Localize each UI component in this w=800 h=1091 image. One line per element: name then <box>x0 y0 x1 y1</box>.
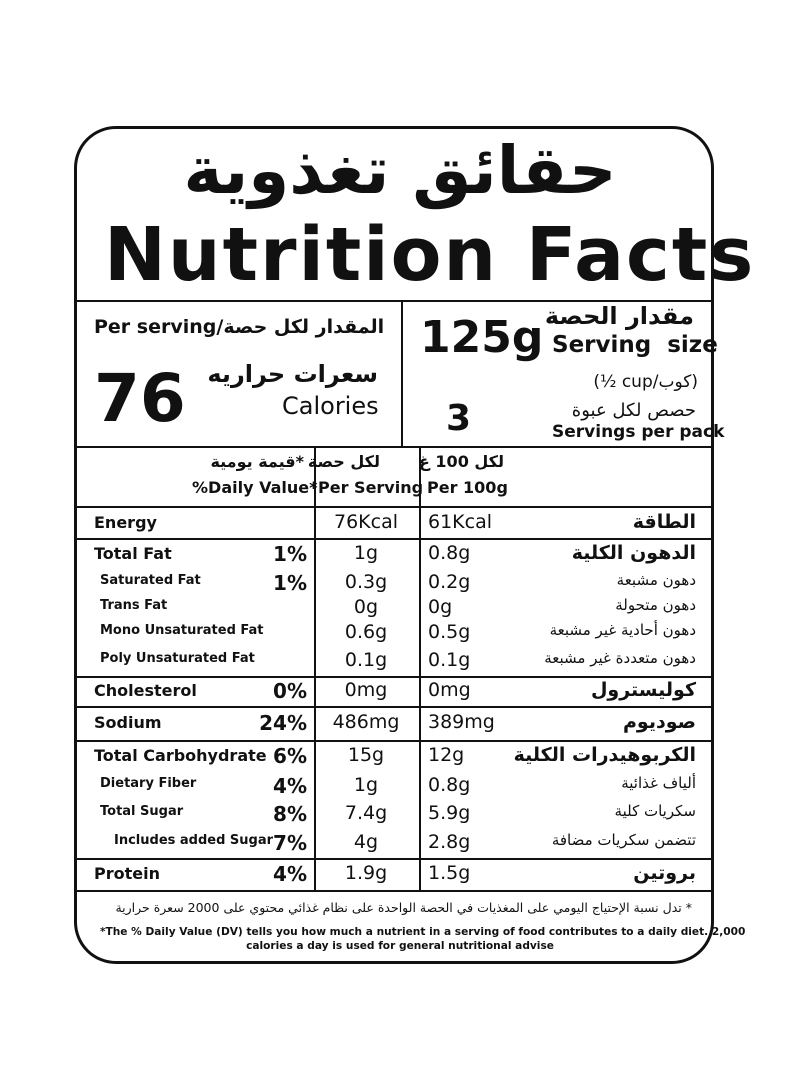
nutrient-name-en: Total Fat <box>94 544 172 563</box>
nutrient-per-serving: 1.9g <box>344 862 388 884</box>
nutrient-name-ar: كوليسترول <box>590 679 696 701</box>
nutrient-per-100g: 0mg <box>428 679 471 701</box>
title-arabic: حقائق تغذوية <box>183 132 617 209</box>
nutrient-daily-value: 4% <box>273 862 307 886</box>
nutrient-per-100g: 61Kcal <box>428 511 493 533</box>
footnote-english-line1: *The % Daily Value (DV) tells you how much a nutrient in a serving of food contributes to a daily diet. 2,000 <box>100 926 746 938</box>
servings-per-pack-label-en: Servings per pack <box>552 422 725 442</box>
nutrient-daily-value: 24% <box>259 711 307 735</box>
nutrient-per-100g: 0.1g <box>428 648 471 671</box>
nutrient-per-100g: 0g <box>428 595 453 618</box>
nutrient-per-serving: 1g <box>353 774 379 796</box>
footnote-english-line2: calories a day is used for general nutritional advise <box>246 940 554 952</box>
calories-label-en: Calories <box>282 392 379 420</box>
nutrient-name-en: Protein <box>94 864 160 883</box>
row-divider <box>77 740 711 742</box>
nutrient-per-serving: 486mg <box>332 711 400 733</box>
nutrient-name-ar: الكربوهيدرات الكلية <box>513 744 696 766</box>
row-divider <box>77 706 711 708</box>
nutrient-name-ar: دهون أحادية غير مشبعة <box>549 620 696 639</box>
per-serving-label: Per serving/المقدار لكل حصة <box>94 316 385 338</box>
calories-value: 76 <box>94 360 186 437</box>
dv-header-en: %Daily Value* <box>192 478 318 497</box>
nutrient-per-serving: 0.1g <box>344 648 388 671</box>
per100-header-ar: لكل 100 غ <box>418 452 504 471</box>
row-divider <box>77 858 711 860</box>
nutrient-name-ar: دهون متحولة <box>615 595 696 614</box>
row-divider <box>77 676 711 678</box>
nutrient-per-100g: 1.5g <box>428 862 471 884</box>
calories-label-ar: سعرات حراريه <box>207 360 378 388</box>
nutrient-name-ar: بروتين <box>633 862 696 884</box>
nutrient-name-en: Mono Unsaturated Fat <box>100 622 264 638</box>
nutrient-per-serving: 0g <box>353 595 379 618</box>
title-english: Nutrition Facts <box>104 212 756 298</box>
nutrient-per-serving: 0.3g <box>344 570 388 593</box>
table-bottom-divider <box>77 890 711 892</box>
nutrient-daily-value: 8% <box>273 802 307 826</box>
cup-note: (½ cup/كوب) <box>593 372 698 392</box>
nutrient-name-en: Energy <box>94 513 157 532</box>
nutrient-per-serving: 7.4g <box>344 802 388 824</box>
nutrient-per-100g: 0.8g <box>428 542 471 564</box>
nutrient-name-en: Includes added Sugar <box>114 833 274 848</box>
nutrient-daily-value: 4% <box>273 774 307 798</box>
nutrient-daily-value: 1% <box>273 542 307 566</box>
nutrient-daily-value: 6% <box>273 744 307 768</box>
row-divider <box>77 538 711 540</box>
nutrient-per-serving: 1g <box>353 542 379 564</box>
nutrient-daily-value: 0% <box>273 679 307 703</box>
nutrient-name-ar: الدهون الكلية <box>571 542 696 564</box>
column-divider-2 <box>419 446 421 890</box>
nutrient-name-ar: ألياف غذائية <box>621 774 696 792</box>
nutrient-name-en: Total Carbohydrate <box>94 746 267 765</box>
nutrient-name-ar: دهون متعددة غير مشبعة <box>544 648 696 667</box>
footnote-arabic: * تدل نسبة الإحتياج اليومي على المغذيات في الحصة الواحدة على نظام غذائي محتوي على 2000 سعرة حرارية <box>115 900 692 915</box>
per100-header-en: Per 100g <box>427 478 508 497</box>
nutrient-name-en: Saturated Fat <box>100 572 201 588</box>
nutrient-name-en: Trans Fat <box>100 597 168 613</box>
servings-per-pack-value: 3 <box>446 398 472 439</box>
dv-header-ar: *قيمة يومية <box>210 452 304 471</box>
serving-size-label-en: Serving size <box>552 332 718 358</box>
nutrient-per-100g: 5.9g <box>428 802 471 824</box>
serving-bottom-divider <box>77 446 711 448</box>
nutrient-per-serving: 0.6g <box>344 620 388 643</box>
serving-divider <box>401 300 403 446</box>
nutrient-name-en: Dietary Fiber <box>100 776 197 791</box>
servings-per-pack-label-ar: حصص لكل عبوة <box>571 400 696 421</box>
nutrient-daily-value: 1% <box>273 570 307 595</box>
nutrient-daily-value: 7% <box>273 831 307 855</box>
per-serving-header-ar: لكل حصة <box>307 452 380 471</box>
nutrient-name-ar: تتضمن سكريات مضافة <box>551 831 696 849</box>
nutrient-name-ar: سكريات كلية <box>614 802 696 820</box>
nutrient-per-100g: 389mg <box>428 711 495 733</box>
nutrient-name-ar: صوديوم <box>623 711 696 733</box>
serving-size-value: 125g <box>420 312 544 363</box>
header-divider <box>77 506 711 508</box>
nutrient-name-en: Sodium <box>94 713 162 732</box>
nutrient-per-serving: 15g <box>347 744 385 766</box>
nutrient-name-en: Cholesterol <box>94 681 197 700</box>
nutrient-name-en: Total Sugar <box>100 804 184 819</box>
nutrient-per-serving: 76Kcal <box>333 511 398 533</box>
per-serving-header-en: Per Serving <box>318 478 424 497</box>
nutrient-per-100g: 0.8g <box>428 774 471 796</box>
nutrient-per-100g: 2.8g <box>428 831 471 853</box>
serving-size-label-ar: مقدار الحصة <box>544 302 694 330</box>
nutrient-name-ar: الطاقة <box>632 511 696 533</box>
nutrient-per-serving: 0mg <box>344 679 388 701</box>
nutrient-per-100g: 0.5g <box>428 620 471 643</box>
nutrient-per-serving: 4g <box>353 831 379 853</box>
nutrient-name-en: Poly Unsaturated Fat <box>100 650 255 666</box>
nutrient-per-100g: 12g <box>428 744 465 766</box>
nutrient-per-100g: 0.2g <box>428 570 471 593</box>
nutrient-name-ar: دهون مشبعة <box>616 570 696 589</box>
